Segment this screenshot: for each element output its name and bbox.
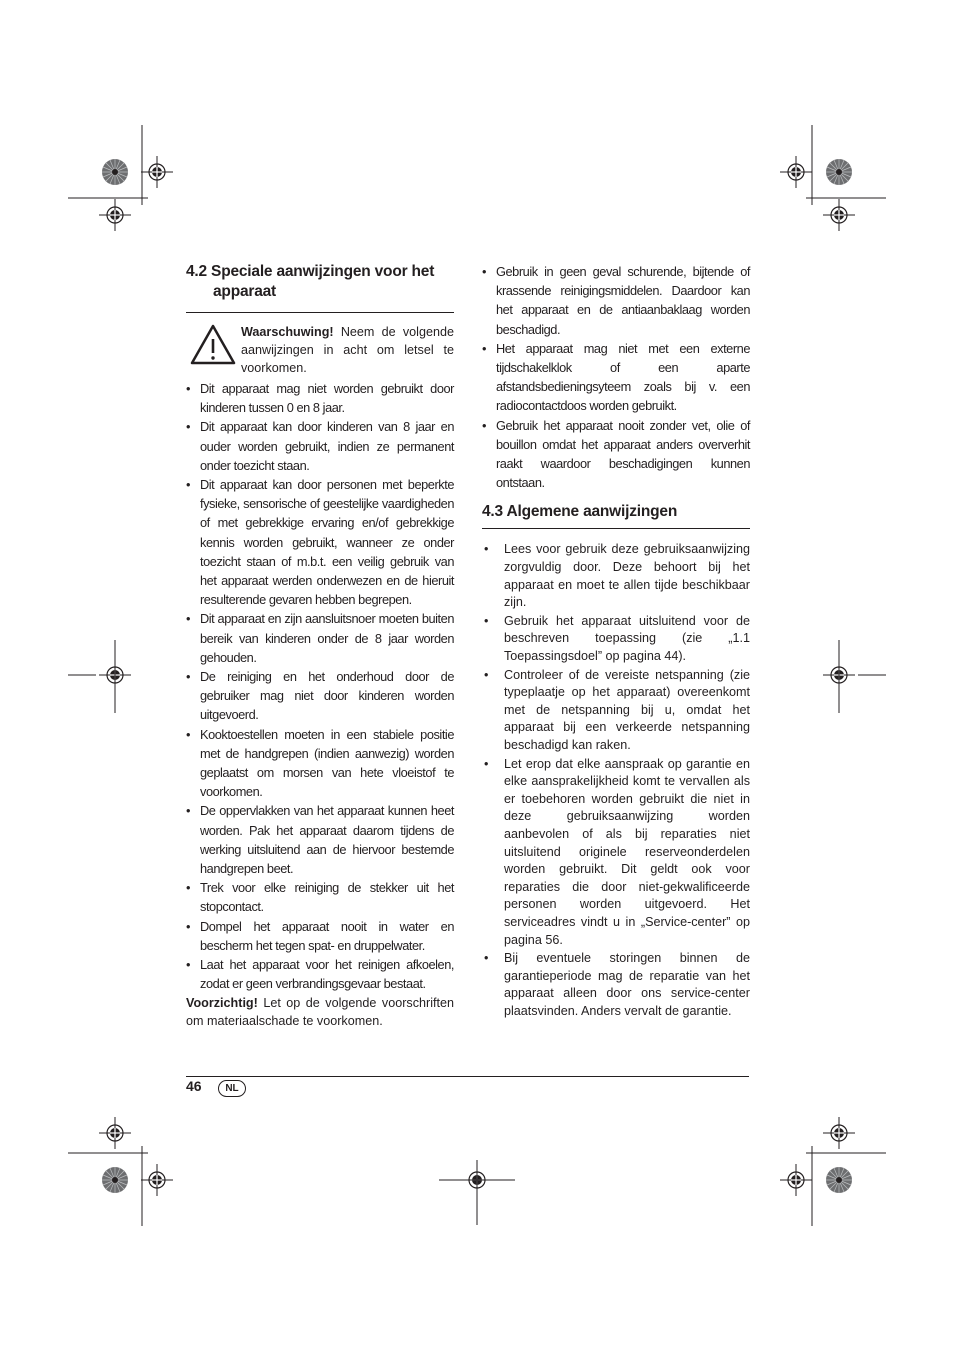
list-item: • De reiniging en het onderhoud door de gebruiker mag niet door kinderen worden uitgevoerd. [186, 667, 454, 725]
list-item: • Dit apparaat en zijn aansluitsnoer moeten buiten bereik van kinderen onder de 8 jaar worden gehouden. [186, 609, 454, 667]
list-item: • Kooktoestellen moeten in een stabiele positie met de handgrepen (indien aanwezig) worden geplaatst om morsen van hete vloeistof te voorkomen. [186, 725, 454, 802]
warning-label: Waarschuwing! [241, 325, 334, 339]
caution-list [482, 262, 750, 492]
list-item: • Dit apparaat kan door personen met beperkte fysieke, sensorische of geestelijke vaardigheden of met gebrekkige ervaring en/of gebrekkige kennis worden gebruikt, wanneer ze onder toezicht staan of m.b.t. een veilig gebruik van het apparaat werden onderwezen en de hieruit resulterende gevaren hebben begrepen. [186, 475, 454, 609]
left-column [186, 262, 454, 1030]
list-item: • Dit apparaat mag niet worden gebruikt door kinderen tussen 0 en 8 jaar. [186, 379, 454, 417]
list-item: • Gebruik het apparaat nooit zonder vet, olie of bouillon omdat het apparaat anders oververhit raakt waardoor beschadigingen kunnen ontstaan. [482, 416, 750, 493]
list-item: • Dit apparaat kan door kinderen van 8 jaar en ouder worden gebruikt, indien ze permanent onder toezicht staan. [186, 417, 454, 475]
footer-rule [186, 1076, 749, 1077]
right-column [482, 262, 750, 1021]
section-4-2-title-line1: 4.2 Speciale aanwijzingen voor het [186, 263, 435, 280]
caution-label: Voorzichtig! [186, 995, 258, 1010]
safety-list [186, 379, 454, 994]
list-item: • Lees voor gebruik deze gebruiksaanwijzing zorgvuldig door. Deze behoort bij het apparaat en moet te allen tijde beschikbaar zijn. [482, 541, 750, 611]
general-list [482, 541, 750, 1020]
language-badge: NL [218, 1080, 246, 1097]
list-item: • Laat het apparaat voor het reinigen afkoelen, zodat er geen verbrandingsgevaar bestaat. [186, 955, 454, 993]
warning-text [241, 323, 454, 377]
list-item: • Controleer of de vereiste netspanning (zie typeplaatje op het apparaat) overeenkomt met de netspanning bij u, omdat het apparaat bij een verkeerde netspanning beschadigd kan raken. [482, 667, 750, 755]
caution-body: Let op de volgende voorschriften om materiaalschade te voorkomen. [186, 995, 454, 1028]
section-4-2-heading [186, 262, 454, 313]
list-item: • Trek voor elke reiniging de stekker uit het stopcontact. [186, 878, 454, 916]
list-item: • Gebruik het apparaat uitsluitend voor de beschreven toepassing (zie „1.1 Toepassingsdoel” op pagina 44). [482, 613, 750, 666]
section-4-3-heading: 4.3 Algemene aanwijzingen [482, 502, 750, 529]
section-4-2-title-line2: apparaat [213, 283, 277, 300]
list-item: • Let erop dat elke aanspraak op garantie en elke aansprakelijkheid komt te vervallen als er toebehoren worden gebruikt die niet in deze gebruiksaanwijzing worden aanbevolen of als bij reparaties niet uitsluitend originele reserveonderdelen worden gebruikt. Dit geldt ook voor reparaties die door niet-gekwalificeerde personen worden uitgevoerd. Het serviceadres vindt u in „Service-center” op pagina 56. [482, 756, 750, 950]
list-item: • De oppervlakken van het apparaat kunnen heet worden. Pak het apparaat daarom tijdens de werking uitsluitend aan de hiervoor bestemde handgrepen beet. [186, 801, 454, 878]
page-number: 46 [186, 1078, 202, 1094]
warning-notice [186, 323, 454, 377]
list-item: • Dompel het apparaat nooit in water en bescherm het tegen spat- en druppelwater. [186, 917, 454, 955]
list-item: • Gebruik in geen geval schurende, bijtende of krassende reinigingsmiddelen. Daardoor kan het apparaat en de antiaanbaklaag worden beschadigd. [482, 262, 750, 339]
list-item: • Het apparaat mag niet met een externe tijdschakelklok of een aparte afstandsbedieningsyteem zoals bij v. een radiocontactdoos worden gebruikt. [482, 339, 750, 416]
warning-body: Neem de volgende aanwijzingen in acht om letsel te voorkomen. [241, 325, 454, 375]
list-item: • Bij eventuele storingen binnen de garantieperiode mag de reparatie van het apparaat alleen door ons service-center plaatsvinden. Anders vervalt de garantie. [482, 950, 750, 1020]
caution-notice [186, 994, 454, 1030]
warning-triangle-icon [190, 323, 236, 365]
